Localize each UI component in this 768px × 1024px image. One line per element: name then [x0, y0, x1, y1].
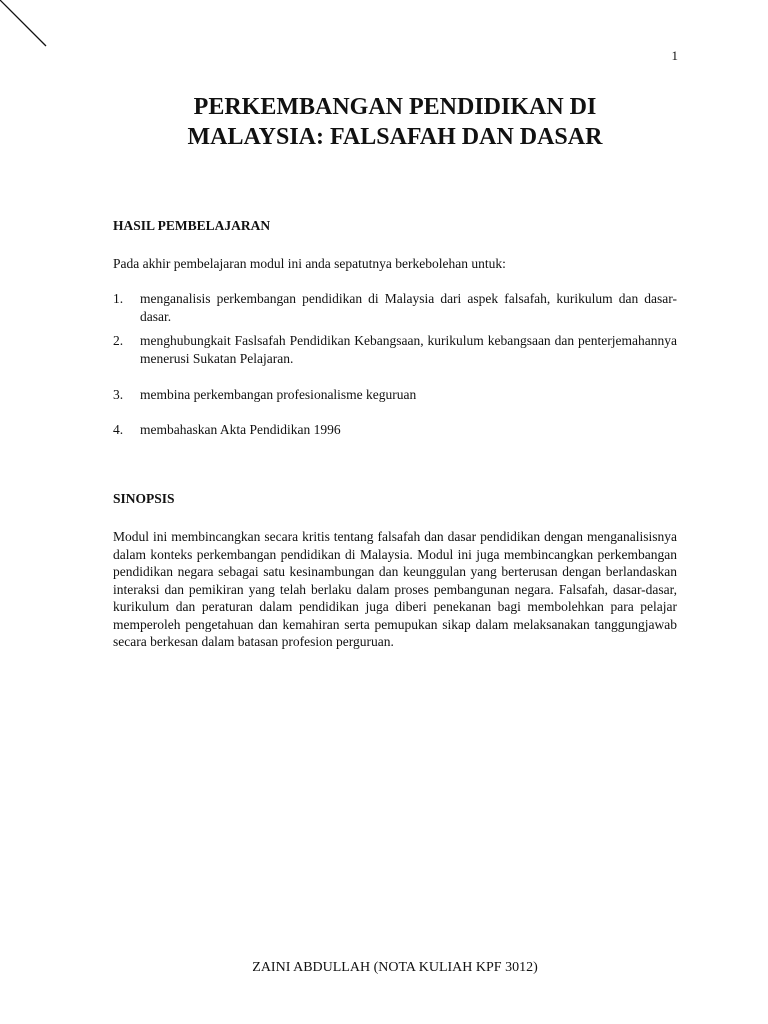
page-footer: ZAINI ABDULLAH (NOTA KULIAH KPF 3012)	[252, 960, 538, 975]
list-item	[113, 386, 677, 404]
learning-outcomes-intro: Pada akhir pembelajaran modul ini anda sepatutnya berkebolehan untuk:	[113, 256, 506, 271]
list-item-number: 2.	[113, 333, 124, 348]
list-item-text: menganalisis perkembangan pendidikan di Malaysia dari aspek falsafah, kurikulum dan dasar-dasar.	[140, 291, 677, 324]
list-item-number: 3.	[113, 387, 124, 402]
section-heading-sinopsis: SINOPSIS	[113, 491, 175, 506]
corner-crop-mark	[0, 0, 50, 50]
synopsis-paragraph: Modul ini membincangkan secara kritis tentang falsafah dan dasar pendidikan dengan menganalisisnya dalam konteks perkembangan pendidikan di Malaysia. Modul ini juga membincangkan perkembangan pendidikan negara sebagai satu kesinambungan dan keunggulan yang berterusan dengan berlandaskan interaksi dan pemikiran yang telah berlaku dalam proses pembangunan negara. Falsafah, dasar-dasar, kurikulum dan peraturan dalam pendidikan juga diberi penekanan bagi membolehkan para pelajar memperoleh pengetahuan dan kemahiran serta pemupukan sikap dalam melaksanakan tanggungjawab secara berkesan dalam batasan profesion perguruan.	[113, 529, 677, 649]
section-heading-hasil-pembelajaran: HASIL PEMBELAJARAN	[113, 218, 271, 233]
document-title	[90, 92, 700, 152]
list-item-text: membahaskan Akta Pendidikan 1996	[140, 422, 341, 437]
document-title-line-2: MALAYSIA: FALSAFAH DAN DASAR	[187, 124, 603, 150]
page-number: 1	[671, 48, 678, 63]
list-item	[113, 332, 677, 367]
document-title-line-1: PERKEMBANGAN PENDIDIKAN DI	[193, 94, 597, 120]
list-item-text: menghubungkait Faslsafah Pendidikan Kebangsaan, kurikulum kebangsaan dan penterjemahannya menerusi Sukatan Pelajaran.	[140, 333, 677, 366]
list-item-number: 4.	[113, 422, 124, 437]
list-item	[113, 290, 677, 325]
list-item-text: membina perkembangan profesionalisme keguruan	[140, 387, 417, 402]
list-item	[113, 421, 677, 439]
list-item-number: 1.	[113, 291, 124, 306]
